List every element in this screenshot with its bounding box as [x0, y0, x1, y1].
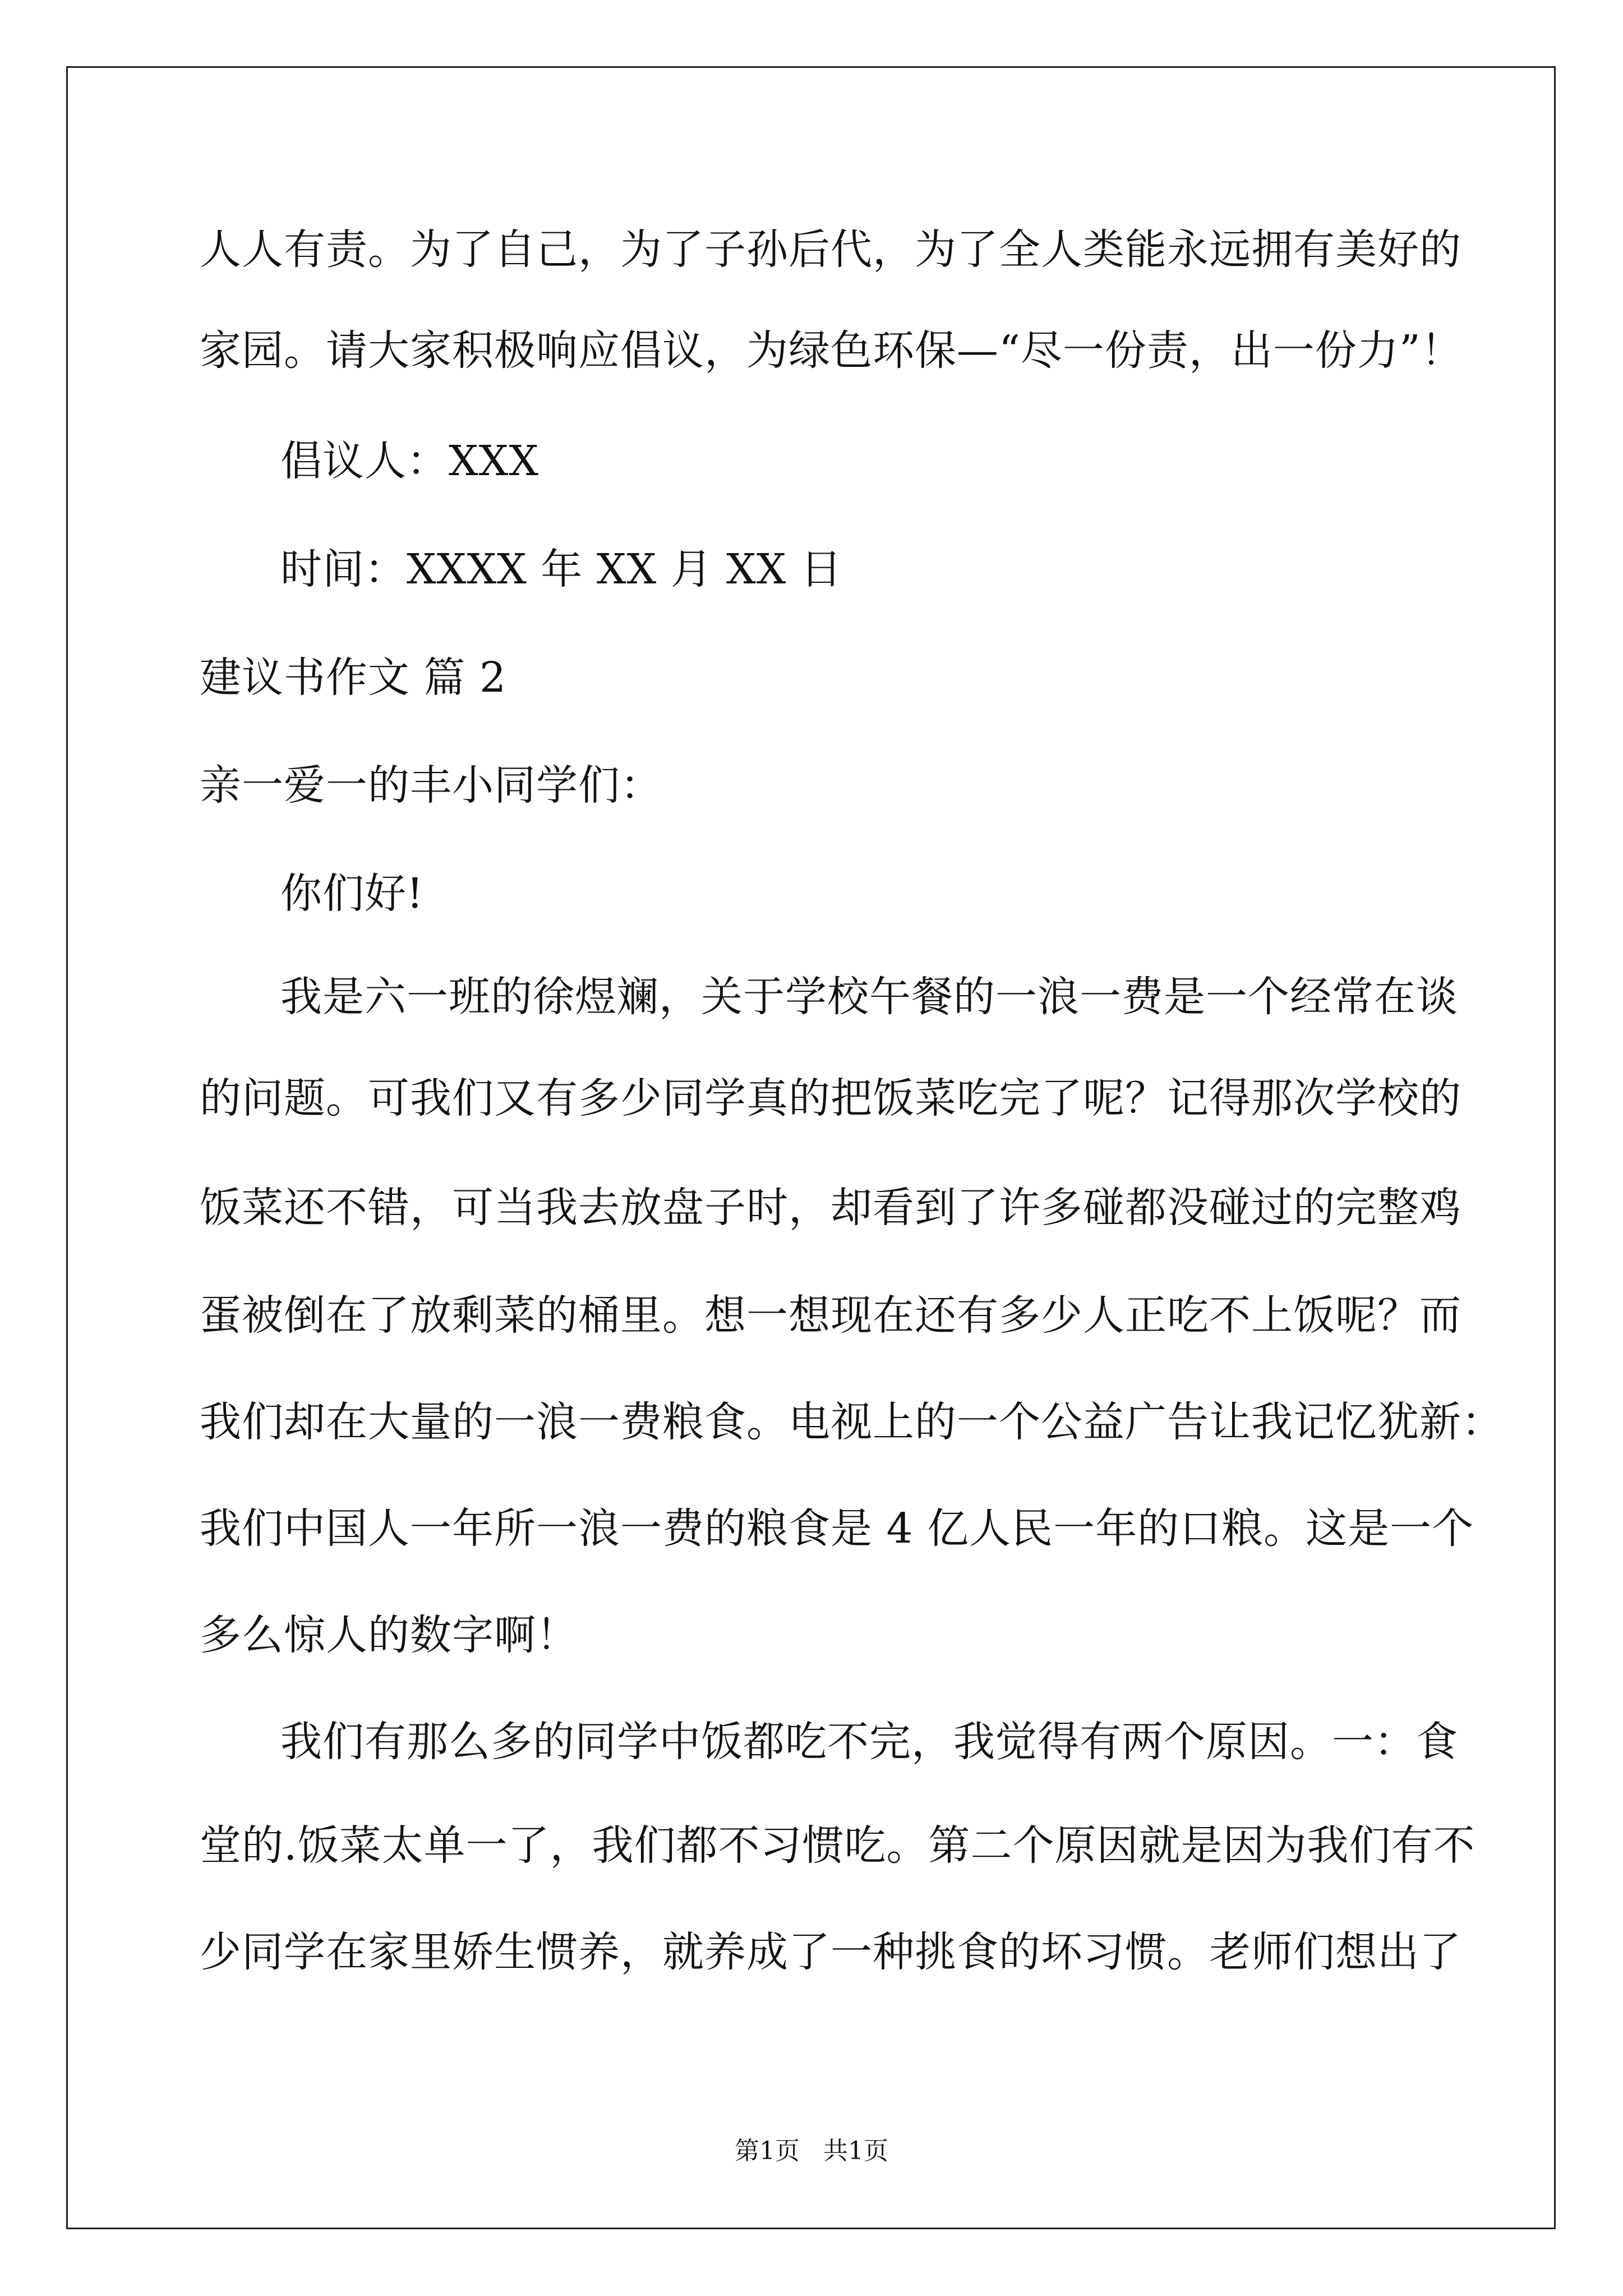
- paragraph-line: 的问题。可我们又有多少同学真的把饭菜吃完了呢？记得那次学校的: [200, 1074, 1461, 1122]
- page-border: [66, 66, 1556, 2229]
- paragraph-line: 我是六一班的徐煜斓，关于学校午餐的一浪一费是一个经常在谈: [280, 973, 1458, 1021]
- salutation: 亲一爱一的丰小同学们：: [200, 761, 662, 809]
- paragraph-line: 我们却在大量的一浪一费粮食。电视上的一个公益广告让我记忆犹新：: [200, 1398, 1504, 1446]
- paragraph-line: 少同学在家里娇生惯养，就养成了一种挑食的坏习惯。老师们想出了: [200, 1928, 1461, 1976]
- paragraph-line: 人人有责。为了自己，为了子孙后代，为了全人类能永远拥有美好的: [200, 226, 1461, 274]
- paragraph-line: 家园。请大家积极响应倡议，为绿色环保—“尽一份责，出一份力”！: [200, 326, 1463, 375]
- section-heading: 建议书作文 篇 2: [200, 654, 507, 702]
- page-footer: 第1页 共1页: [735, 2137, 888, 2165]
- paragraph-line: 饭菜还不错，可当我去放盘子时，却看到了许多碰都没碰过的完整鸡: [200, 1184, 1461, 1232]
- signature-line: 倡议人：XXX: [280, 437, 540, 485]
- paragraph-line: 我们中国人一年所一浪一费的粮食是 4 亿人民一年的口粮。这是一个: [200, 1504, 1474, 1553]
- paragraph-line: 堂的.饭菜太单一了，我们都不习惯吃。第二个原因就是因为我们有不: [200, 1821, 1476, 1870]
- date-line: 时间：XXXX 年 XX 月 XX 日: [280, 545, 843, 593]
- paragraph-line: 多么惊人的数字啊！: [200, 1611, 578, 1659]
- paragraph-line: 蛋被倒在了放剩菜的桶里。想一想现在还有多少人正吃不上饭呢？而: [200, 1291, 1461, 1340]
- greeting: 你们好!: [280, 869, 424, 918]
- paragraph-line: 我们有那么多的同学中饭都吃不完，我觉得有两个原因。一：食: [280, 1718, 1458, 1766]
